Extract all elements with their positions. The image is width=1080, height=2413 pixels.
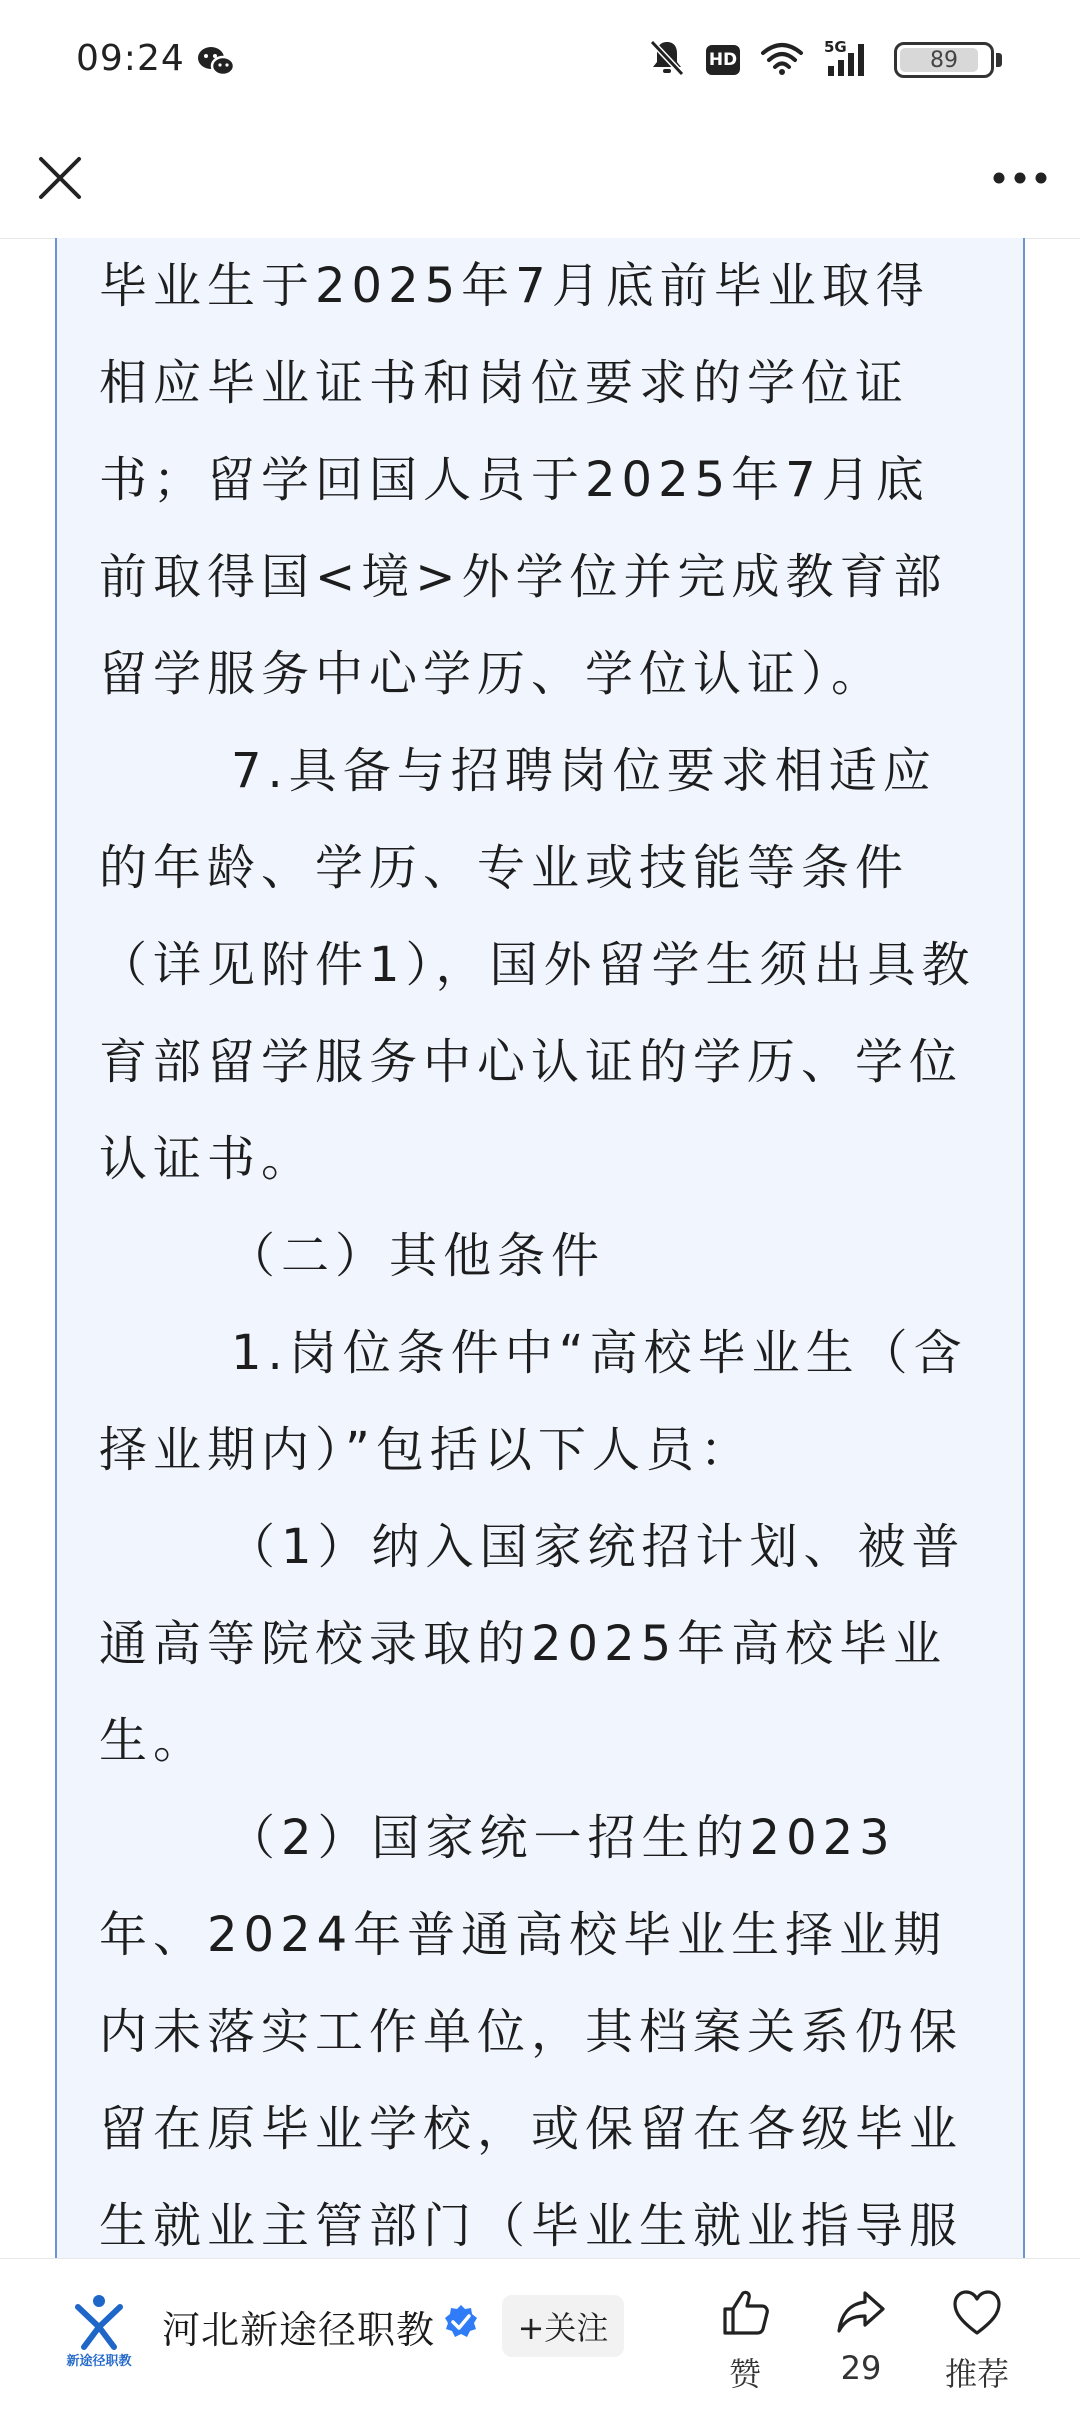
follow-button[interactable]: +关注	[502, 2295, 624, 2357]
article-paragraph: 1.岗位条件中“高校毕业生（含择业期内）”包括以下人员：	[99, 1325, 968, 1478]
battery	[894, 42, 994, 78]
article-paragraph: （1）纳入国家统招计划、被普通高等院校录取的2025年高校毕业生。	[99, 1519, 966, 1769]
logo-text: 新途径职教	[66, 2354, 132, 2369]
close-button[interactable]	[28, 146, 92, 210]
article-quote-box	[55, 238, 1025, 2258]
verified-icon	[442, 2303, 480, 2345]
more-icon	[992, 171, 1048, 185]
article-paragraph: 7.具备与招聘岗位要求相适应的年龄、学历、专业或技能等条件（详见附件1），国外留学生须出具教育部留学服务中心认证的学历、学位认证书。	[99, 743, 976, 1187]
status-time: 09:24	[76, 38, 185, 79]
like-button[interactable]	[690, 2287, 800, 2395]
bottom-bar	[0, 2258, 1080, 2413]
share-button[interactable]	[806, 2287, 916, 2387]
author-logo[interactable]	[58, 2289, 140, 2371]
wechat-icon	[196, 44, 236, 84]
status-bar	[0, 0, 1080, 118]
status-icons	[648, 38, 1002, 82]
article-paragraph: （2）国家统一招生的2023年、2024年普通高校毕业生择业期内未落实工作单位，其档案关系仍保留在原毕业学校，或保留在各级毕业生就业主管部门（毕业生就业指导服	[99, 1810, 964, 2254]
signal-5g-icon	[824, 38, 874, 82]
hd-icon: HD	[706, 45, 740, 75]
battery-icon	[894, 42, 1002, 78]
author-name[interactable]: 河北新途径职教	[162, 2308, 436, 2352]
wifi-icon	[760, 40, 804, 80]
thumbs-up-icon	[719, 2287, 771, 2339]
share-count: 29	[840, 2349, 882, 2387]
share-icon	[835, 2287, 887, 2339]
recommend-button[interactable]	[922, 2287, 1032, 2395]
article-header	[0, 118, 1080, 239]
heart-icon	[951, 2287, 1003, 2339]
article-subheading: （二）其他条件	[227, 1228, 606, 1284]
battery-level-text: 89	[930, 47, 958, 73]
article-body	[99, 238, 979, 2258]
more-button[interactable]	[980, 146, 1060, 210]
network-label: 5G	[824, 38, 847, 56]
mute-icon	[648, 38, 686, 82]
like-label: 赞	[728, 2355, 761, 2393]
recommend-label: 推荐	[944, 2355, 1009, 2393]
close-icon	[37, 155, 83, 201]
article-paragraph: 毕业生于2025年7月底前毕业取得相应毕业证书和岗位要求的学位证书；留学回国人员于2025年7月底前取得国<境>外学位并完成教育部留学服务中心学历、学位认证）。	[99, 258, 948, 702]
battery-nub	[996, 53, 1002, 67]
